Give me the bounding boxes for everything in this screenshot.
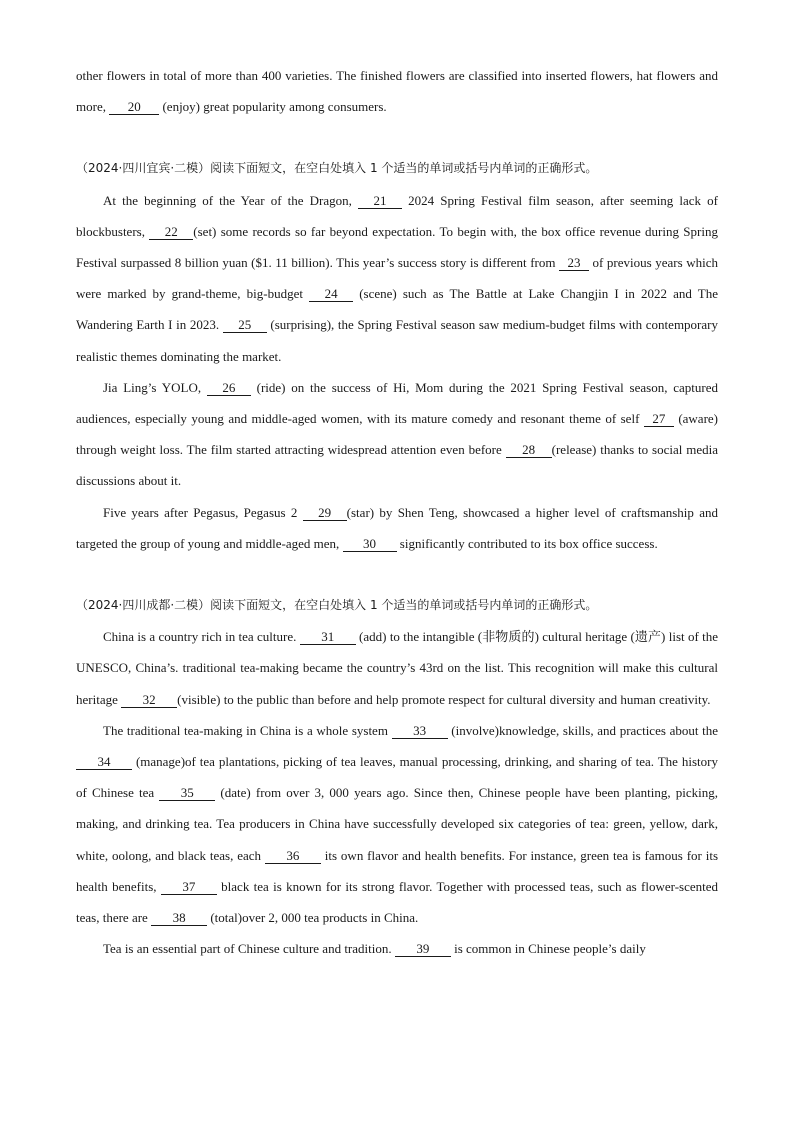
blank-23[interactable]: 23 (559, 256, 589, 271)
blank-32[interactable]: 32 (121, 693, 177, 708)
blank-27[interactable]: 27 (644, 412, 674, 427)
blank-25[interactable]: 25 (223, 318, 267, 333)
paragraph-continuation: other flowers in total of more than 400 varieties. The finished flowers are classified into inserted flowers, hat flowers and more, 20 (enjoy) great popularity among consumers. (76, 68, 718, 115)
paragraph-tea-1: China is a country rich in tea culture. 31 (add) to the intangible (非物质的) cultural heritage (遗产) list of the UNESCO, China’s. traditional tea-making became the country’s 43rd on the list. This recognition will make this cultural heritage 32 (visible) to the public than before and help promote respect for cultural diversity and human creativity. (76, 629, 718, 707)
blank-24[interactable]: 24 (309, 287, 353, 302)
section-heading-chengdu: （2024·四川成都·二模）阅读下面短文，在空白处填入 1 个适当的单词或括号内单词的正确形式。 (76, 598, 598, 613)
blank-28[interactable]: 28 (506, 443, 552, 458)
blank-29[interactable]: 29 (303, 506, 347, 521)
blank-39[interactable]: 39 (395, 942, 451, 957)
document-page (76, 60, 718, 964)
blank-22[interactable]: 22 (149, 225, 193, 240)
paragraph-tea-3: Tea is an essential part of Chinese culture and tradition. 39 is common in Chinese people’s daily (103, 941, 646, 957)
blank-37[interactable]: 37 (161, 880, 217, 895)
blank-38[interactable]: 38 (151, 911, 207, 926)
blank-21[interactable]: 21 (358, 194, 402, 209)
blank-36[interactable]: 36 (265, 849, 321, 864)
blank-35[interactable]: 35 (159, 786, 215, 801)
blank-20[interactable]: 20 (109, 100, 159, 115)
paragraph-film-1: At the beginning of the Year of the Dragon, 21 2024 Spring Festival film season, after seeming lack of blockbusters, 22 (set) some records so far beyond expectation. To begin with, the box office revenue during Spring Festival surpassed 8 billion yuan ($1. 11 billion). This year’s success story is different from 23 of previous years which were marked by grand-theme, big-budget 24 (scene) such as The Battle at Lake Changjin I in 2022 and The Wandering Earth I in 2023. 25 (surprising), the Spring Festival season saw medium-budget films with contemporary realistic themes dominating the market. (76, 192, 718, 364)
blank-34[interactable]: 34 (76, 755, 132, 770)
blank-31[interactable]: 31 (300, 630, 356, 645)
blank-26[interactable]: 26 (207, 381, 251, 396)
paragraph-film-2: Jia Ling’s YOLO, 26 (ride) on the success of Hi, Mom during the 2021 Spring Festival season, captured audiences, especially young and middle-aged women, with its mature comedy and resonant theme of self 27 (aware) through weight loss. The film started attracting widespread attention even before 28 (release) thanks to social media discussions about it. (76, 379, 718, 489)
blank-30[interactable]: 30 (343, 537, 397, 552)
paragraph-tea-2: The traditional tea-making in China is a whole system 33 (involve)knowledge, skills, and practices about the 34 (manage)of tea plantations, picking of tea leaves, manual processing, drinking, and sharing of tea. The history of Chinese tea 35 (date) from over 3, 000 years ago. Since then, Chinese people have been planting, picking, making, and drinking tea. Tea producers in China have successfully developed six categories of tea: green, yellow, dark, white, oolong, and black teas, each 36 its own flavor and health benefits. For instance, green tea is famous for its health benefits, 37 black tea is known for its strong flavor. Together with processed teas, such as flower-scented teas, there are 38 (total)over 2, 000 tea products in China. (76, 722, 719, 926)
blank-33[interactable]: 33 (392, 724, 448, 739)
paragraph-film-3: Five years after Pegasus, Pegasus 2 29 (star) by Shen Teng, showcased a higher level of craftsmanship and targeted the group of young and middle-aged men, 30 significantly contributed to its box office success. (76, 504, 718, 551)
section-heading-yibin: （2024·四川宜宾·二模）阅读下面短文，在空白处填入 1 个适当的单词或括号内单词的正确形式。 (76, 161, 598, 176)
